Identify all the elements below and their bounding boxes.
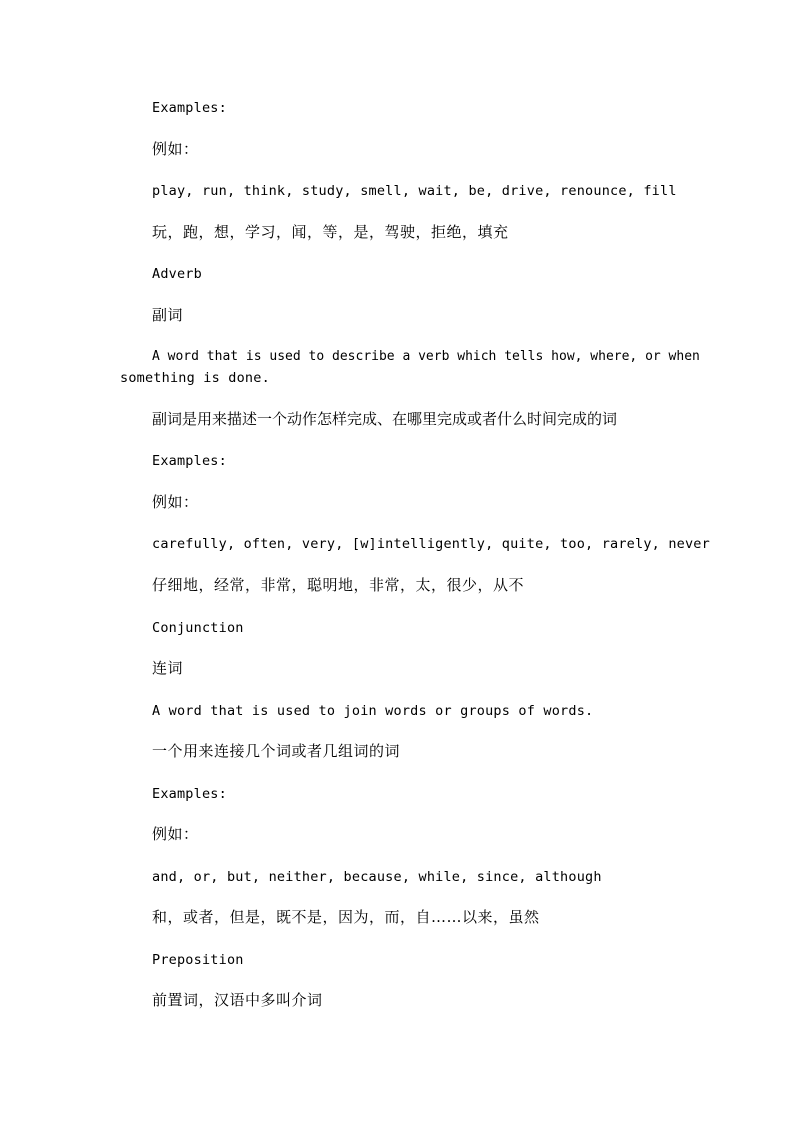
- section-heading-conjunction: Conjunction: [152, 620, 244, 636]
- examples-label-zh: 例如：: [152, 825, 199, 843]
- adverb-examples-en: carefully, often, very, [w]intelligently, quite, too, rarely, never: [152, 536, 710, 552]
- conjunction-definition-zh: 一个用来连接几个词或者几组词的词: [152, 742, 401, 760]
- examples-label: Examples:: [152, 453, 227, 469]
- examples-label-zh: 例如：: [152, 493, 199, 511]
- section-heading-conjunction-zh: 连词: [152, 659, 184, 677]
- section-heading-adverb-zh: 副词: [152, 306, 184, 324]
- conjunction-examples-en: and, or, but, neither, because, while, since, although: [152, 869, 602, 885]
- verb-examples-en: play, run, think, study, smell, wait, be, drive, renounce, fill: [152, 183, 677, 199]
- examples-label: Examples:: [152, 786, 227, 802]
- examples-label: Examples:: [152, 100, 227, 116]
- verb-examples-zh: 玩，跑，想，学习，闻，等，是，驾驶，拒绝，填充: [152, 223, 509, 241]
- adverb-definition-en-line1: A word that is used to describe a verb which tells how, where, or when: [152, 349, 700, 364]
- adverb-definition-en-line2: something is done.: [120, 370, 270, 386]
- section-heading-preposition: Preposition: [152, 952, 244, 968]
- section-heading-adverb: Adverb: [152, 266, 202, 282]
- examples-label-zh: 例如：: [152, 140, 199, 158]
- conjunction-definition-en: A word that is used to join words or groups of words.: [152, 703, 594, 719]
- conjunction-examples-zh: 和，或者，但是，既不是，因为，而，自……以来，虽然: [152, 908, 540, 926]
- adverb-examples-zh: 仔细地，经常，非常，聪明地，非常，太，很少，从不: [152, 576, 525, 594]
- section-heading-preposition-zh: 前置词，汉语中多叫介词: [152, 991, 323, 1009]
- adverb-definition-zh: 副词是用来描述一个动作怎样完成、在哪里完成或者什么时间完成的词: [152, 410, 618, 428]
